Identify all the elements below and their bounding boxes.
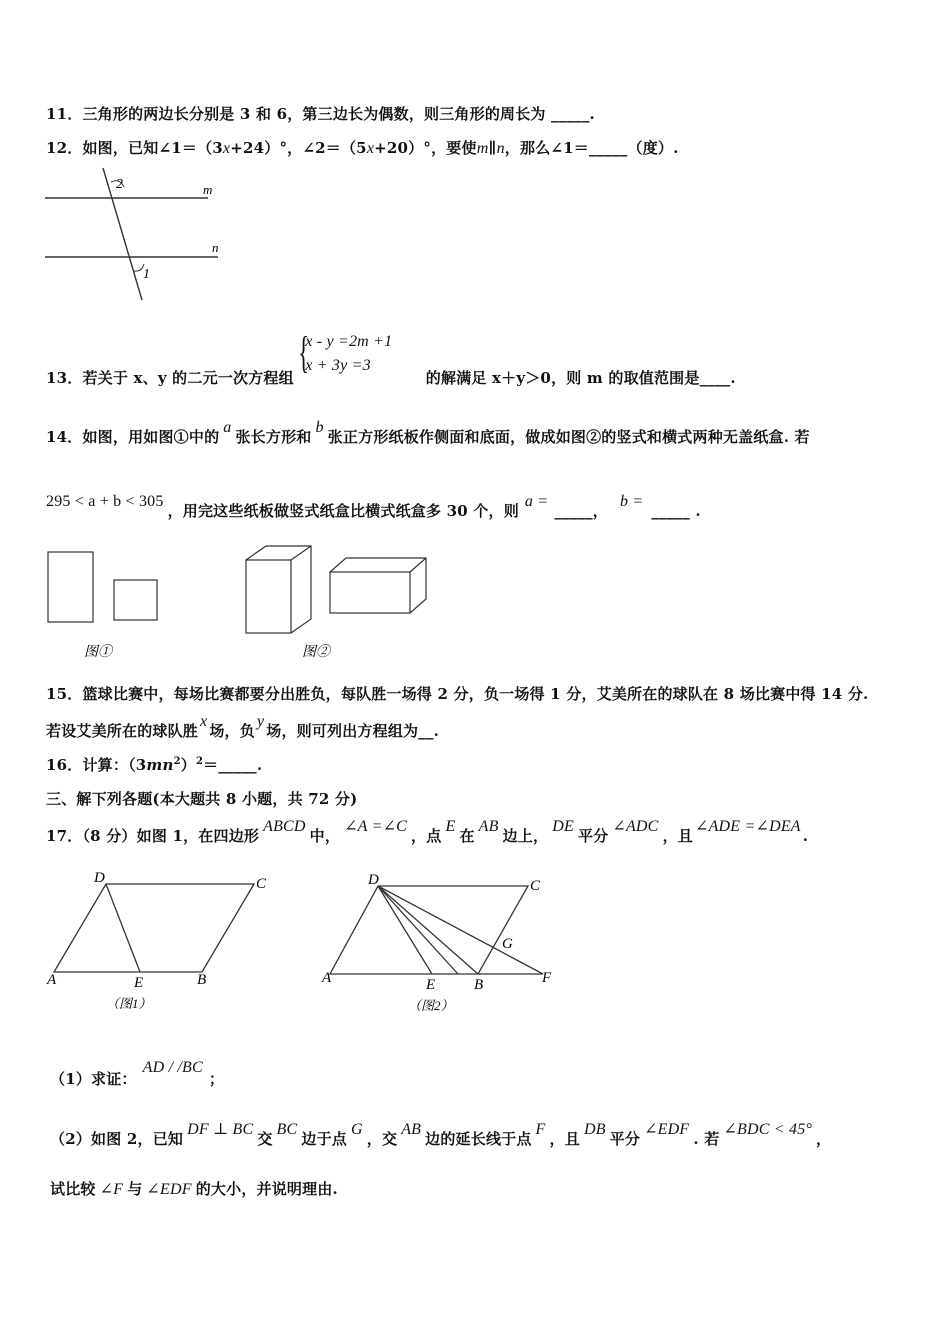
q16-sup-outer: 2 [195,756,204,767]
q17-p1-expr: AD / /BC [142,1059,203,1076]
question-11 [46,103,595,124]
q12-var-n: n [496,140,505,157]
fig1-label-c: C [256,876,267,892]
q16-text-c: ＝_____. [203,756,263,774]
q17-p3-edf: ∠EDF [146,1181,192,1198]
question-14 [46,419,810,447]
q17-p2-f2: ，且 [549,1130,580,1148]
fig2-label-g: G [502,936,513,952]
fig2-label: 图② [302,645,330,660]
q17-e: E [445,818,456,835]
q17-p2-g: G [351,1121,363,1138]
fig1-label-e: E [134,975,144,991]
question-15 [46,683,868,704]
q14-text-a: 14．如图，用如图①中的 [46,428,220,446]
q17-p2-a: （2）如图 2，已知 [50,1130,184,1148]
q17-p2-d: ，交 [366,1130,398,1148]
q17-cond1: ∠A =∠C [344,818,408,835]
horizontal-box [330,558,426,613]
segment-db [378,886,478,974]
q17-p3-c: 的大小，并说明理由. [195,1180,338,1198]
q16-mn: mn [146,756,174,774]
q14-blank-b: _____ . [651,502,701,520]
q17-p1-end: ； [208,1070,225,1088]
q14-figures [44,540,444,665]
segment-df [378,886,543,974]
label-1: 1 [143,267,150,282]
q15-line1: 15．篮球比赛中，每场比赛都要分出胜负，每队胜一场得 2 分，负一场得 1 分，艾美所在的球队在 8 场比赛中得 14 分. [46,685,869,703]
q17-part-2 [50,1121,832,1149]
q15-var-x: x [200,713,208,730]
vertical-box [246,546,311,633]
q12-text-a: 12．如图，已知∠1＝（3 [46,139,223,157]
q17-p1-text: （1）求证： [50,1070,137,1088]
q14-a-eq: a = [524,493,549,510]
q12-var-x2: x [366,140,375,157]
q12-var-m: m [476,140,489,157]
q17-text-h: . [802,827,809,845]
q17-text-d: 在 [459,827,475,845]
q17-p2-g2: 平分 [609,1130,641,1148]
q12-text-c: +20）°，要使 [374,139,477,157]
q14-text-c: 张正方形纸板作侧面和底面，做成如图②的竖式和横式两种无盖纸盒. 若 [327,428,810,446]
equation-1: x - y =2m +1 [305,333,393,350]
fig2-label-d: D [368,872,379,888]
q17-p2-db: DB [583,1121,606,1138]
q17-p2-i: ， [816,1130,832,1148]
q15-text-c: 场，则可列出方程组为__. [266,722,440,740]
q17-figure-2 [318,866,568,1026]
q17-part-1 [50,1059,225,1089]
fig2-label-a: A [322,970,332,986]
label-m: m [203,182,213,197]
q16-sup: 2 [173,756,181,767]
section-3-title: 三、解下列各题(本大题共 8 小题，共 72 分) [46,790,358,808]
q17-de: DE [552,818,574,835]
q17-p3-f: ∠F [99,1181,124,1198]
q13-prefix: 13．若关于 x、y 的二元一次方程组 [46,369,294,387]
q17-abcd: ABCD [263,818,306,835]
q17-p3-b: 与 [127,1180,143,1198]
q17-text-g: ，且 [662,827,693,845]
equation-2: x + 3y =3 [305,357,371,374]
fig1-label-d: D [94,870,105,886]
q14-text-b: 张长方形和 [235,428,312,446]
question-14-line2 [46,493,701,521]
q14-blank-a: _____， [554,502,609,520]
q11-text: 11．三角形的两边长分别是 3 和 6，第三边长为偶数，则三角形的周长为 _____. [46,105,595,123]
label-2: 2 [116,177,123,192]
q17-cond2: ∠ADE =∠DEA [694,818,801,835]
q14-var-b: b [315,419,324,436]
q17-text-a: 17．（8 分）如图 1，在四边形 [46,827,260,845]
q14-inequality: 295 < a + b < 305 [46,493,164,510]
fig2-label-c: C [530,878,541,894]
fig1-label-a: A [47,972,57,988]
q12-text-b: +24）°，∠2＝（5 [230,139,367,157]
segment-de [106,884,140,972]
q17-text-c: ，点 [411,827,442,845]
q17-text-b: 中， [309,827,341,845]
segment-d-to-b-mid [378,886,458,974]
q14-b-eq: b = [620,493,644,510]
q17-p2-bc: BC [276,1121,298,1138]
question-17 [46,818,809,846]
q17-p2-bdc: ∠BDC < 45° [723,1121,813,1138]
brace: { [298,328,310,377]
q14-var-a: a [223,419,232,436]
q17-part-2-line2 [50,1178,338,1199]
q12-parallel-symbol: ∥ [488,139,497,157]
fig1-square [114,580,157,620]
fig1-label-b: B [197,972,207,988]
q14-text-d: ，用完这些纸板做竖式纸盒比横式纸盒多 30 个，则 [167,502,519,520]
q17-figure-1 [44,866,284,1026]
q17-text-f: 平分 [577,827,609,845]
q17-p2-ab: AB [401,1121,422,1138]
q16-text-a: 16．计算：（3 [46,756,147,774]
q17-p2-f: F [535,1121,546,1138]
q17-p3-a: 试比较 [50,1180,96,1198]
q17-ab: AB [478,818,499,835]
fig1-label: 图① [84,645,112,660]
q17-text-e: 边上， [502,827,549,845]
q15-var-y: y [256,713,265,730]
q15-text-b: 场，负 [209,722,255,740]
q17-p2-b: 交 [257,1130,273,1148]
fig2-label-e: E [426,977,436,993]
q17-p2-edf: ∠EDF [644,1121,690,1138]
fig2-caption: （图2） [408,998,454,1013]
q17-p2-h: . 若 [693,1130,720,1148]
q13-suffix: 的解满足 x＋y＞0，则 m 的取值范围是____. [425,369,736,387]
section-3-heading [46,788,357,809]
fig2-label-b: B [474,977,484,993]
question-12 [46,137,679,158]
label-n: n [212,240,219,255]
q17-adc: ∠ADC [612,818,659,835]
q17-p2-df: DF ⊥ BC [187,1121,254,1138]
question-16 [46,754,262,775]
q15-text-a: 若设艾美所在的球队胜 [46,722,199,740]
q16-text-b: ） [180,756,196,774]
fig2-label-f: F [542,970,552,986]
q12-figure [40,162,240,307]
q17-p2-e: 边的延长线于点 [425,1130,532,1148]
q12-text-d: ，那么∠1＝_____（度）. [504,139,679,157]
question-15-line2 [46,713,440,741]
fig1-caption: （图1） [106,996,152,1011]
segment-de [378,886,432,974]
quadrilateral-abcd-2 [330,886,528,974]
q12-var-x1: x [222,140,231,157]
quadrilateral-abcd [54,884,254,972]
equation-system [298,328,393,378]
fig1-rectangle [48,552,93,622]
question-13 [46,328,736,387]
q17-p2-c: 边于点 [301,1130,348,1148]
